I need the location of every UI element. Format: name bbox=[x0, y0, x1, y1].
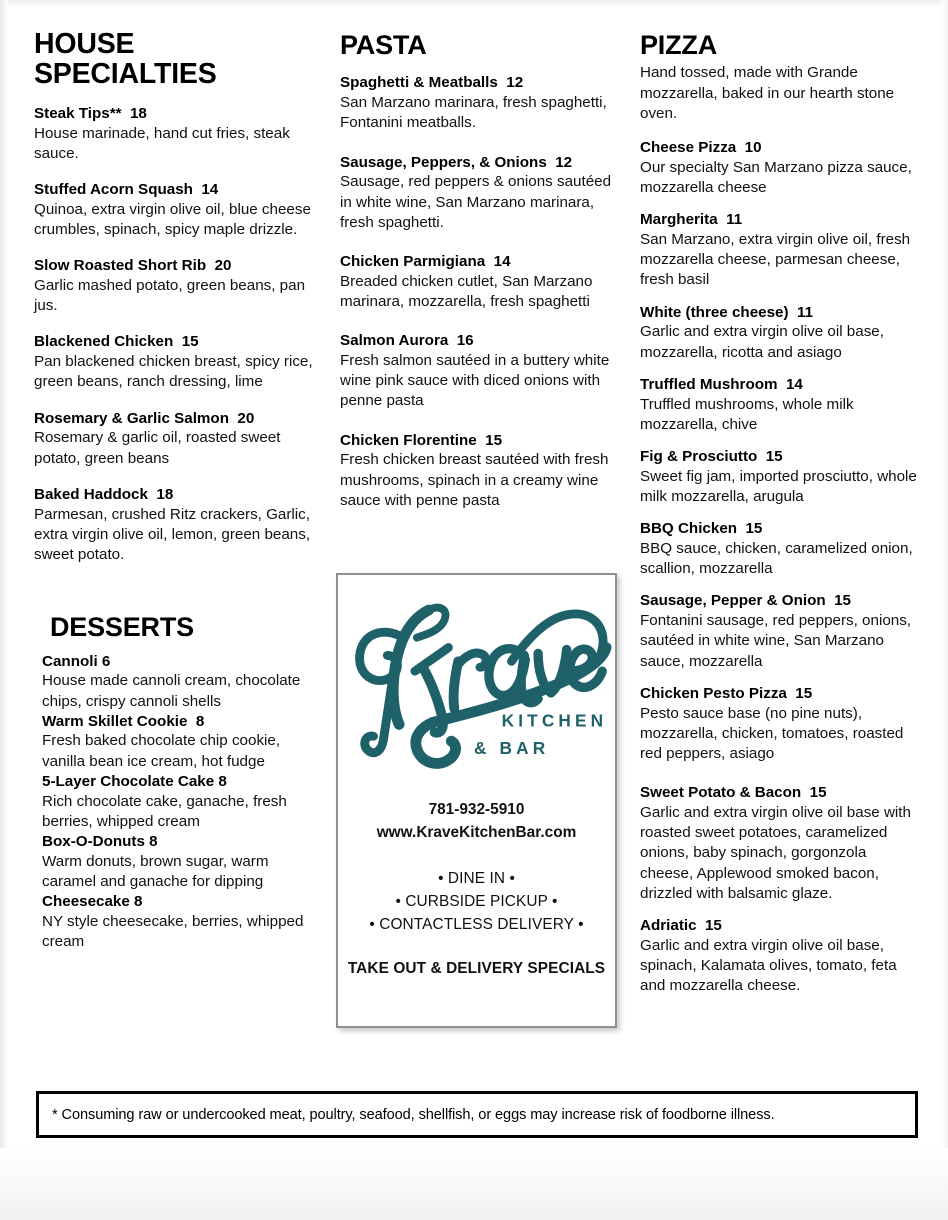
item-name: Salmon Aurora 16 bbox=[340, 332, 474, 350]
item-description: Breaded chicken cutlet, San Marzano marinara, mozzarella, fresh spaghetti bbox=[340, 272, 593, 310]
menu-item bbox=[640, 519, 918, 579]
item-name: Blackened Chicken 15 bbox=[34, 333, 199, 351]
menu-item bbox=[640, 210, 918, 290]
menu-item bbox=[640, 916, 918, 996]
item-description: San Marzano, extra virgin olive oil, fresh mozzarella cheese, parmesan cheese, fresh basil bbox=[640, 230, 911, 289]
item-description: Quinoa, extra virgin olive oil, blue cheese crumbles, spinach, spicy maple drizzle. bbox=[34, 200, 311, 238]
menu-item bbox=[340, 73, 618, 133]
item-description: Pesto sauce base (no pine nuts), mozzarella, chicken, tomatoes, roasted red peppers, asiago bbox=[640, 704, 904, 762]
menu-item bbox=[640, 138, 918, 198]
item-description: Fresh salmon sautéed in a buttery white wine pink sauce with diced onions with penne pasta bbox=[340, 351, 610, 410]
menu-item bbox=[640, 591, 918, 671]
item-name: Warm Skillet Cookie 8 bbox=[42, 712, 205, 730]
item-name: White (three cheese) 11 bbox=[640, 303, 814, 321]
item-name: Chicken Pesto Pizza 15 bbox=[640, 684, 813, 702]
promo-headline: TAKE OUT & DELIVERY SPECIALS bbox=[347, 959, 606, 977]
section-title-pizza: PIZZA bbox=[640, 30, 717, 60]
item-description: Fresh chicken breast sautéed with fresh mushrooms, spinach in a creamy wine sauce with penne pasta bbox=[340, 451, 609, 509]
menu-item bbox=[34, 180, 322, 240]
section-desserts bbox=[34, 613, 322, 952]
menu-item bbox=[42, 712, 322, 772]
item-description: Our specialty San Marzano pizza sauce, mozzarella cheese bbox=[640, 158, 912, 196]
item-description: Garlic mashed potato, green beans, pan jus. bbox=[34, 276, 306, 315]
menu-item bbox=[34, 256, 322, 316]
item-name: Stuffed Acorn Squash 14 bbox=[34, 181, 219, 199]
logo-kitchen-text: KITCHEN bbox=[501, 710, 608, 731]
column-house-specialties bbox=[34, 30, 322, 952]
item-description: Sausage, red peppers & onions sautéed in white wine, San Marzano marinara, fresh spaghetti. bbox=[340, 173, 612, 231]
menu-item bbox=[340, 331, 618, 411]
item-name: 5-Layer Chocolate Cake 8 bbox=[42, 772, 227, 790]
item-name: Cheese Pizza 10 bbox=[640, 139, 762, 156]
section-title-desserts: DESSERTS bbox=[50, 612, 194, 643]
menu-item bbox=[640, 447, 918, 507]
item-name: Box-O-Donuts 8 bbox=[42, 833, 158, 851]
pizza-intro-text: Hand tossed, made with Grande mozzarella, baked in our hearth stone oven. bbox=[640, 64, 895, 122]
menu-item bbox=[340, 153, 618, 233]
item-description: Rosemary & garlic oil, roasted sweet potato, green beans bbox=[34, 429, 281, 467]
menu-item bbox=[640, 375, 918, 435]
section-title-pasta: PASTA bbox=[340, 30, 427, 60]
item-description: Truffled mushrooms, whole milk mozzarella, chive bbox=[640, 395, 854, 433]
item-name: BBQ Chicken 15 bbox=[640, 520, 763, 538]
item-name: Rosemary & Garlic Salmon 20 bbox=[34, 409, 255, 427]
menu-item bbox=[42, 892, 322, 952]
disclaimer-box bbox=[36, 1091, 918, 1138]
item-description: San Marzano marinara, fresh spaghetti, Fontanini meatballs. bbox=[340, 94, 607, 132]
item-description: House marinade, hand cut fries, steak sauce. bbox=[34, 124, 290, 162]
item-name: Cannoli 6 bbox=[42, 652, 111, 670]
menu-item bbox=[34, 104, 322, 164]
item-name: Slow Roasted Short Rib 20 bbox=[34, 257, 232, 275]
service-option-dine-in: • DINE IN • bbox=[438, 869, 515, 887]
item-name: Chicken Parmigiana 14 bbox=[340, 252, 511, 270]
item-description: Sweet fig jam, imported prosciutto, whole milk mozzarella, arugula bbox=[640, 467, 917, 505]
contact-block bbox=[338, 799, 615, 845]
item-description: Fontanini sausage, red peppers, onions, sautéed in white wine, San Marzano sauce, mozzarella bbox=[640, 612, 912, 670]
logo-and-bar-text: & BAR bbox=[474, 737, 550, 758]
item-description: Parmesan, crushed Ritz crackers, Garlic, extra virgin olive oil, lemon, green beans, sweet potato. bbox=[34, 505, 311, 563]
menu-item bbox=[340, 252, 618, 312]
phone-number[interactable]: 781-932-5910 bbox=[428, 801, 525, 818]
item-name: Sweet Potato & Bacon 15 bbox=[640, 784, 827, 802]
item-description: Garlic and extra virgin olive oil base, spinach, Kalamata olives, tomato, feta and mozzarella cheese. bbox=[640, 936, 897, 995]
item-name: Adriatic 15 bbox=[640, 917, 722, 934]
item-description: BBQ sauce, chicken, caramelized onion, scallion, mozzarella bbox=[640, 539, 913, 578]
website-url[interactable]: www.KraveKitchenBar.com bbox=[376, 823, 577, 841]
item-description: Garlic and extra virgin olive oil base, mozzarella, ricotta and asiago bbox=[640, 323, 884, 361]
menu-item bbox=[34, 485, 322, 565]
column-pizza bbox=[640, 30, 918, 1008]
service-options-list bbox=[338, 867, 615, 936]
menu-item bbox=[34, 332, 322, 392]
item-name: Baked Haddock 18 bbox=[34, 485, 174, 503]
item-name: Truffled Mushroom 14 bbox=[640, 375, 803, 393]
menu-item bbox=[640, 684, 918, 764]
menu-item bbox=[34, 409, 322, 469]
item-description: Rich chocolate cake, ganache, fresh berries, whipped cream bbox=[42, 792, 287, 830]
item-name: Margherita 11 bbox=[640, 211, 743, 229]
brand-logo-card bbox=[336, 573, 617, 1028]
item-name: Sausage, Pepper & Onion 15 bbox=[640, 592, 852, 610]
section-title-house-specialties: HOUSE SPECIALTIES bbox=[34, 28, 217, 90]
item-name: Cheesecake 8 bbox=[42, 893, 143, 911]
disclaimer-text: * Consuming raw or undercooked meat, poultry, seafood, shellfish, or eggs may increase risk of foodborne illness. bbox=[52, 1106, 775, 1123]
item-name: Spaghetti & Meatballs 12 bbox=[340, 74, 524, 92]
item-description: NY style cheesecake, berries, whipped cream bbox=[42, 913, 304, 951]
item-name: Steak Tips** 18 bbox=[34, 104, 147, 122]
paper-edge-bottom bbox=[0, 1148, 948, 1220]
krave-logo-icon bbox=[338, 575, 615, 793]
item-name: Sausage, Peppers, & Onions 12 bbox=[340, 153, 573, 171]
column-pasta bbox=[340, 30, 618, 530]
item-description: House made cannoli cream, chocolate chips, crispy cannoli shells bbox=[42, 672, 301, 710]
menu-item bbox=[640, 303, 918, 363]
item-description: Warm donuts, brown sugar, warm caramel and ganache for dipping bbox=[42, 852, 269, 891]
menu-item bbox=[42, 832, 322, 892]
item-name: Chicken Florentine 15 bbox=[340, 431, 503, 449]
service-option-contactless-delivery: • CONTACTLESS DELIVERY • bbox=[369, 915, 584, 933]
menu-item bbox=[42, 652, 322, 712]
menu-item bbox=[340, 431, 618, 511]
item-description: Fresh baked chocolate chip cookie, vanilla bean ice cream, hot fudge bbox=[42, 732, 281, 770]
item-description: Garlic and extra virgin olive oil base with roasted sweet potatoes, caramelized onions, baby spinach, gorgonzola cheese, Applewood smoked bacon, drizzled with balsamic glaze. bbox=[640, 803, 911, 902]
service-option-curbside-pickup: • CURBSIDE PICKUP • bbox=[395, 892, 558, 910]
item-name: Fig & Prosciutto 15 bbox=[640, 447, 783, 465]
item-description: Pan blackened chicken breast, spicy rice, green beans, ranch dressing, lime bbox=[34, 353, 313, 391]
menu-item bbox=[42, 772, 322, 832]
menu-item bbox=[640, 783, 918, 904]
